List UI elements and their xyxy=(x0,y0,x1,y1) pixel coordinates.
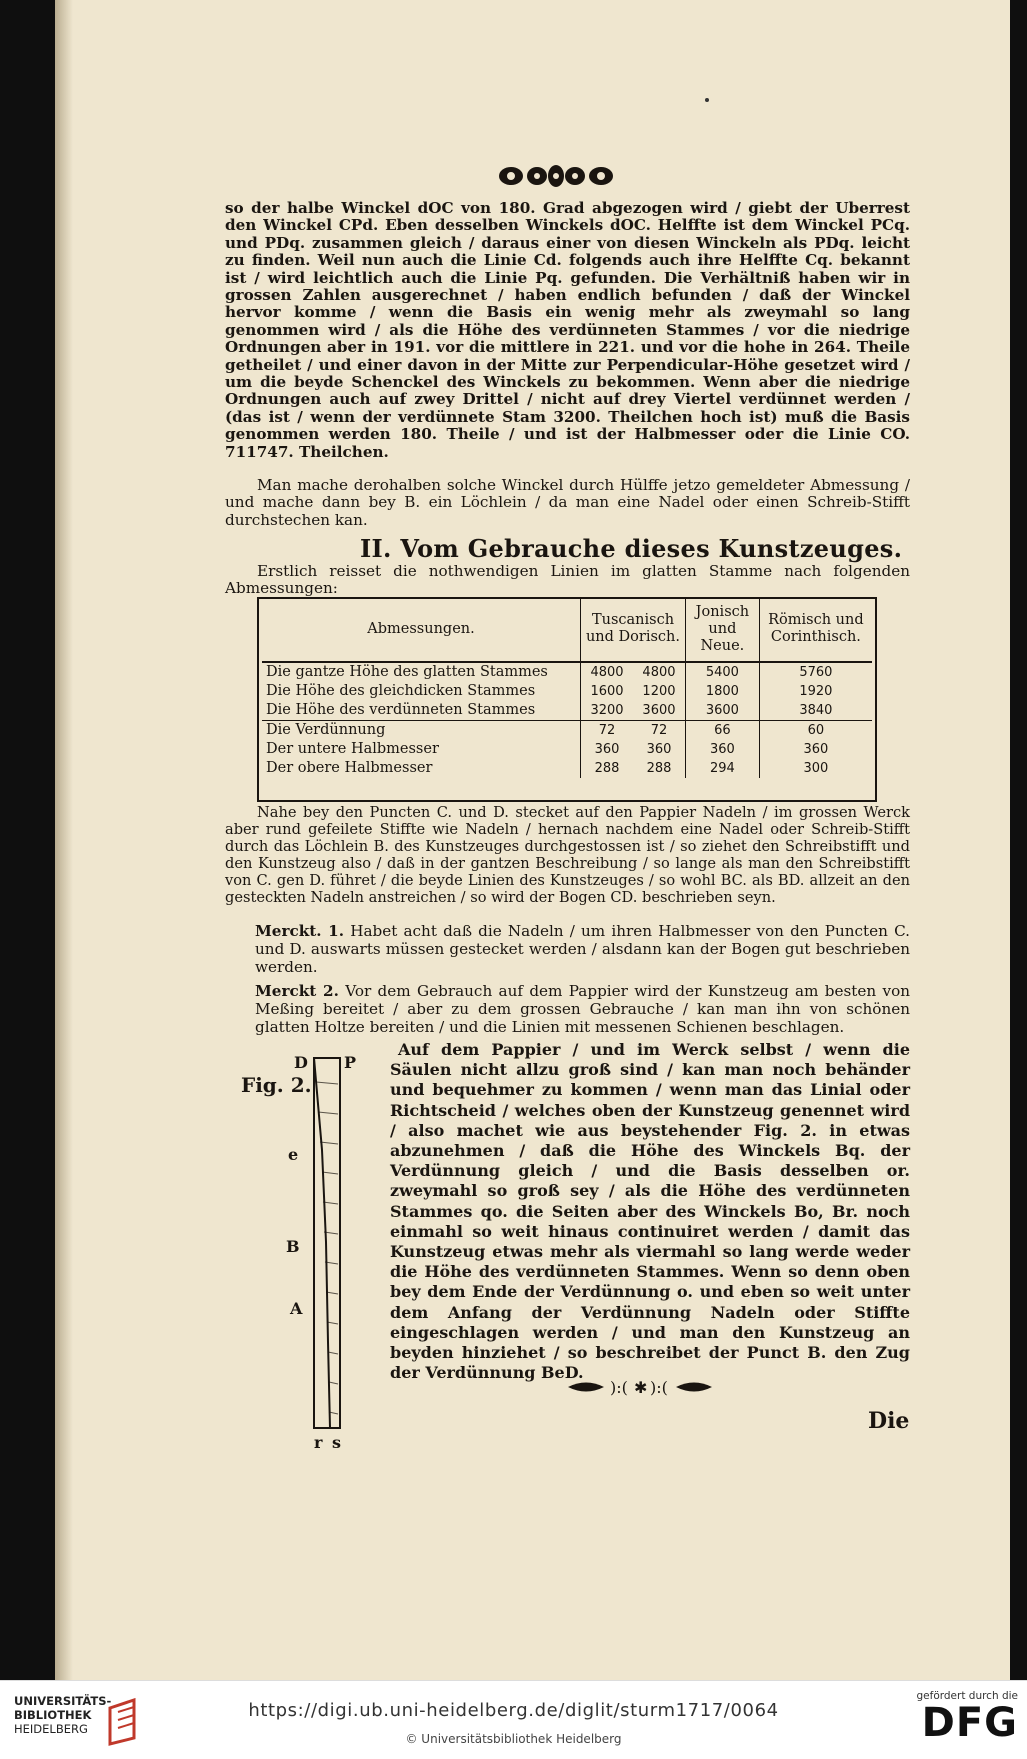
fig-letter-B: B xyxy=(286,1237,300,1256)
table-cell: 1600 xyxy=(581,682,633,701)
paragraph-5-text: Auf dem Pappier / und im Werck selbst / wenn die Säulen nicht allzu groß sind / kan man noch behänder und bequehmer zu kommen / wenn man das Linial oder Richtscheid / welches oben der Kunstzeug genennet wird / also machet wie aus beystehender Fig. 2. in etwas abzunehmen / daß die Höhe des Winckels Bq. der Verdünnung gleich / und die Basis desselben or. zweymahl so groß sey / als die Höhe des verdünneten Stammes qo. die Seiten aber des Winckels Bo, Br. noch einmahl so weit hinaus continuiret werden / damit das Kunstzeug etwas mehr als viermahl so lang werde weder die Höhe des verdünneten Stammes. Wenn so denn oben bey dem Ende der Verdünnung o. und eben so weit unter dem Anfang der Verdünnung Nadeln oder Stiffte eingeschlagen werden / und man den Kunstzeug an beyden hinziehet / so beschreibet der Punct B. den Zug der Verdünnung BeD. xyxy=(390,1040,910,1383)
note-1-label: Merckt. 1. xyxy=(255,922,345,940)
table-cell: 72 xyxy=(581,721,633,741)
paragraph-5 xyxy=(390,1040,910,1383)
table-header-cell: Tuscanisch und Dorisch. xyxy=(581,597,686,662)
header-ornament xyxy=(497,162,615,190)
table-cell: 1200 xyxy=(642,684,676,699)
svg-text:):(: ):( xyxy=(610,1378,628,1397)
table-cell: 5400 xyxy=(685,662,759,682)
table-cell-label: Die Höhe des gleichdicken Stammes xyxy=(266,683,536,699)
figure-label: Fig. 2. xyxy=(241,1073,312,1097)
table-row xyxy=(262,662,872,682)
table-cell: 3840 xyxy=(759,701,872,721)
measurements-table xyxy=(262,597,872,800)
library-name-line-2: BIBLIOTHEK xyxy=(14,1708,92,1722)
fig-letter-D: D xyxy=(294,1053,308,1072)
paragraph-3-text: Erstlich reisset die nothwendigen Linien im glatten Stamme nach folgenden Abmessungen: xyxy=(225,562,910,598)
funded-by-text: gefördert durch die xyxy=(916,1690,1018,1702)
table-cell: 360 xyxy=(581,740,633,759)
catchword: Die xyxy=(868,1408,910,1434)
table-cell-label: Die Verdünnung xyxy=(262,721,581,741)
figure-2-ruler xyxy=(236,1052,356,1452)
table-cell: 300 xyxy=(759,759,872,778)
svg-text:):(: ):( xyxy=(650,1378,668,1397)
page-url-link[interactable]: https://digi.ub.uni-heidelberg.de/diglit/sturm1717/0064 xyxy=(248,1700,779,1721)
note-2-text: Vor dem Gebrauch auf dem Pappier wird der Kunstzeug am besten von Meßing bereitet / aber zu dem grossen Gebrauche / kan man ihn von schönen glatten Holtze bereiten / und die Linien mit messenen Schienen beschlagen. xyxy=(255,982,911,1036)
fig-letter-r: r xyxy=(314,1433,323,1452)
library-name-line-1: UNIVERSITÄTS- xyxy=(14,1694,112,1708)
paragraph-2 xyxy=(225,477,910,529)
library-name-line-3: HEIDELBERG xyxy=(14,1722,88,1736)
table-cell: 5760 xyxy=(759,662,872,682)
table-row xyxy=(262,682,872,701)
table-row xyxy=(262,701,872,721)
fig-letter-A: A xyxy=(290,1299,303,1318)
table-row xyxy=(262,740,872,759)
note-2-label: Merckt 2. xyxy=(255,982,339,1000)
note-1 xyxy=(255,922,910,976)
table-row xyxy=(262,759,872,778)
table-cell: 4800 xyxy=(581,662,633,682)
table-header-cell: Jonisch und Neue. xyxy=(685,597,759,662)
table-cell: 1800 xyxy=(685,682,759,701)
table-cell: 360 xyxy=(759,740,872,759)
table-cell: 3600 xyxy=(642,703,676,718)
copyright-text: © Universitätsbibliothek Heidelberg xyxy=(405,1732,622,1746)
table-cell: 288 xyxy=(581,759,633,778)
table-cell-label: Die Höhe des verdünneten Stammes xyxy=(266,702,536,718)
section-title: II. Vom Gebrauche dieses Kunstzeuges. xyxy=(360,534,903,563)
paragraph-2-text: Man mache derohalben solche Winckel durch Hülffe jetzo gemeldeter Abmessung / und mache dann bey B. ein Löchlein / da man eine Nadel oder einen Schreib-Stifft durchstechen kan. xyxy=(225,476,910,529)
dfg-text: DFG xyxy=(921,1700,1018,1746)
note-1-text: Habet acht daß die Nadeln / um ihren Halbmesser von den Puncten C. und D. auswarts müssen gestecket werden / alsdann kan der Bogen gut beschrieben werden. xyxy=(255,922,910,976)
table-cell: 360 xyxy=(685,740,759,759)
table-cell: 66 xyxy=(685,721,759,741)
paragraph-4-text: Nahe bey den Puncten C. und D. stecket auf den Pappier Nadeln / im grossen Werck aber rund gefeilete Stiffte wie Nadeln / hernach nachdem eine Nadel oder Schreib-Stifft durch das Löchlein B. des Kunstzeuges durchgestossen ist / so ziehet den Schreibstifft und den Kunstzeug also / daß in der gantzen Beschreibung / so lange als man den Schreibstifft von C. gen D. führet / die beyde Linien des Kunstzeuges / so wohl BC. als BD. allzeit an den gesteckten Nadeln anstreichen / so wird der Bogen CD. beschrieben seyn. xyxy=(225,804,910,906)
paragraph-1 xyxy=(225,200,910,461)
table-cell: 3200 xyxy=(581,701,633,721)
fig-letter-P: P xyxy=(344,1053,356,1072)
svg-text:✱: ✱ xyxy=(634,1378,648,1397)
table-cell: 288 xyxy=(646,761,672,776)
paragraph-1-text: so der halbe Winckel dOC von 180. Grad abgezogen wird / giebt der Uberrest den Winckel CPd. Eben desselben Winckels dOC. Helffte ist dem Winckel PCq. und PDq. zusammen gleich / daraus einer von diesen Winckeln als PDq. leicht zu finden. Weil nun auch die Linie Cd. folgends auch ihre Helffte Cq. bekannt ist / wird leichtlich auch die Linie Pq. gefunden. Die Verhältniß haben wir in grossen Zahlen ausgerechnet / haben endlich befunden / daß der Winckel hervor komme / wenn die Basis ein wenig mehr als zweymahl so lang genommen wird / als die Höhe des verdünneten Stammes / vor die niedrige Ordnungen aber in 191. vor die mittlere in 221. und vor die hohe in 264. Theile getheilet / und einer davon in der Mitte zur Perpendicular-Höhe gesetzet wird / um die beyde Schenckel des Winckels zu bekommen. Wenn aber die niedrige Ordnungen auch auf zwey Drittel / nicht auf drey Viertel verdünnet werden / (das ist / wenn der verdünnete Stam 3200. Theilchen hoch ist) muß die Basis genommen werden 180. Theile / und ist der Halbmesser oder die Linie CO. 711747. Theilchen. xyxy=(225,199,910,461)
table-cell-label: Der untere Halbmesser xyxy=(266,741,439,757)
table-cell: 360 xyxy=(646,742,672,757)
paragraph-3 xyxy=(225,563,910,598)
table-cell-label: Die gantze Höhe des glatten Stammes xyxy=(266,664,548,680)
fig-letter-s: s xyxy=(332,1433,342,1452)
table-header-cell: Römisch und Corinthisch. xyxy=(759,597,872,662)
table-header-cell: Abmessungen. xyxy=(262,597,581,662)
dfg-logo[interactable] xyxy=(908,1690,1018,1750)
table-cell: 4800 xyxy=(642,665,676,680)
note-2 xyxy=(255,982,910,1036)
footer-ornament xyxy=(566,1376,714,1398)
table-cell: 60 xyxy=(759,721,872,741)
fig-letter-e: e xyxy=(288,1145,299,1164)
paragraph-4 xyxy=(225,804,910,906)
table-cell-label: Der obere Halbmesser xyxy=(266,760,433,776)
table-cell: 72 xyxy=(633,721,685,741)
table-cell: 3600 xyxy=(685,701,759,721)
table-header-row xyxy=(262,597,872,662)
table-row xyxy=(262,721,872,741)
table-cell: 1920 xyxy=(759,682,872,701)
page-gutter-shadow xyxy=(55,0,73,1680)
table-cell: 294 xyxy=(685,759,759,778)
paper-speck xyxy=(705,98,709,102)
